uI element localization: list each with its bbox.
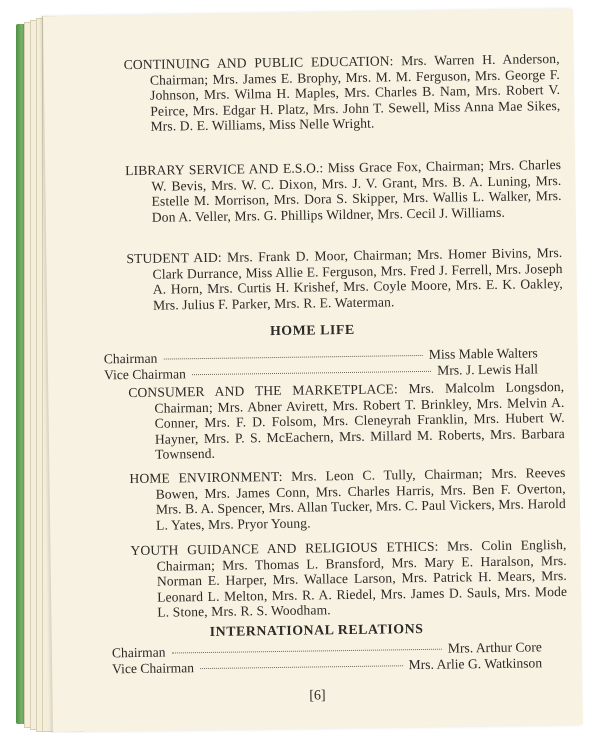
- leader-dots: [163, 355, 422, 360]
- committee-library-service: LIBRARY SERVICE AND E.S.O.: Miss Grace Fox, Chairman; Mrs. Charles W. Bevis, Mrs. W. C. Dixon, Mrs. J. V. Grant, Mrs. B. A. Luning, Mrs. Estelle M. Morrison, Mrs. Dora S. Skipper, Mrs. Wallis L. Walker, Mrs. Don A. Veller, Mrs. G. Phillips Wildner, Mrs. Cecil J. Williams.: [125, 157, 562, 225]
- committee-home-environment: HOME ENVIRONMENT: Mrs. Leon C. Tully, Chairman; Mrs. Reeves Bowen, Mrs. James Conn, Mrs. Charles Harris, Mrs. Ben F. Overton, Mrs. B. A. Spencer, Mrs. Allan Tucker, Mrs. C. Paul Vickers, Mrs. Harold L. Yates, Mrs. Pryor Young.: [129, 464, 566, 533]
- officer-role: Vice Chairman: [103, 366, 186, 383]
- officer-name: Mrs. Arthur Core: [447, 639, 542, 656]
- booklet-page: [43, 9, 583, 732]
- committee-youth-guidance: YOUTH GUIDANCE AND RELIGIOUS ETHICS: Mrs. Colin English, Chairman; Mrs. Thomas L. Bransford, Mrs. Mary E. Haralson, Mrs. Norman E. Harper, Mrs. Wallace Larson, Mrs. Patrick H. Mears, Mrs. Leonard L. Melton, Mrs. R. A. Riedel, Mrs. James D. Sauls, Mrs. Mode L. Stone, Mrs. R. S. Woodham.: [130, 536, 568, 621]
- officer-name: Mrs. J. Lewis Hall: [437, 361, 539, 378]
- officer-role: Chairman: [103, 350, 158, 367]
- committee-student-aid: STUDENT AID: Mrs. Frank D. Moor, Chairman; Mrs. Homer Bivins, Mrs. Clark Durrance, Miss Allie E. Ferguson, Mrs. Fred J. Ferrell, Mrs. Joseph A. Horn, Mrs. Curtis H. Krishef, Mrs. Coyle Moore, Mrs. E. K. Oakley, Mrs. Julius F. Parker, Mrs. R. E. Waterman.: [126, 244, 563, 313]
- officer-role: Vice Chairman: [112, 660, 195, 677]
- section-heading-international-relations: INTERNATIONAL RELATIONS: [209, 620, 424, 639]
- leader-dots: [200, 665, 403, 669]
- committee-consumer-marketplace: CONSUMER AND THE MARKETPLACE: Mrs. Malcolm Longsdon, Chairman; Mrs. Abner Avirett, Mrs. Robert T. Brinkley, Mrs. Melvin A. Conner, Mrs. F. D. Folsom, Mrs. Cleneyrah Franklin, Mrs. Hubert W. Hayner, Mrs. P. S. McEachern, Mrs. Millard M. Roberts, Mrs. Barbara Townsend.: [128, 378, 565, 463]
- committee-continuing-public-education: CONTINUING AND PUBLIC EDUCATION: Mrs. Warren H. Anderson, Chairman; Mrs. James E. Brophy, Mrs. M. M. Ferguson, Mrs. George F. Johnson, Mrs. Wilma H. Maples, Mrs. Charles B. Nam, Mrs. Robert V. Peirce, Mrs. Edgar H. Platz, Mrs. John T. Sewell, Miss Anna Mae Sikes, Mrs. D. E. Williams, Miss Nelle Wright.: [123, 51, 561, 135]
- officer-name: Mrs. Arlie G. Watkinson: [408, 655, 543, 673]
- leader-dots: [192, 371, 431, 375]
- section-heading-home-life: HOME LIFE: [269, 321, 355, 339]
- officer-name: Miss Mable Walters: [428, 345, 538, 362]
- officer-role: Chairman: [111, 644, 166, 661]
- leader-dots: [172, 649, 442, 654]
- page-number: [6]: [309, 688, 326, 704]
